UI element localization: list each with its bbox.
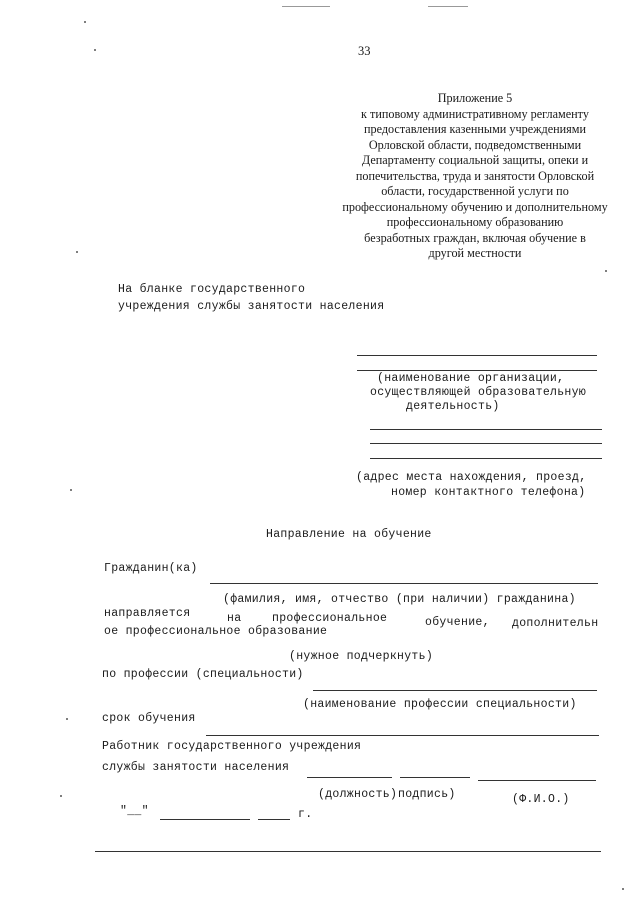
signature-blank-line bbox=[400, 777, 470, 778]
document-title: Направление на обучение bbox=[266, 528, 432, 541]
appendix-line: профессиональному образованию bbox=[386, 215, 564, 229]
appendix-header bbox=[330, 91, 620, 262]
directed-word: дополнительн bbox=[512, 617, 599, 630]
org-name-blank-line bbox=[357, 370, 597, 371]
worker-label: службы занятости населения bbox=[102, 761, 290, 774]
appendix-line: безработных граждан, включая обучение в bbox=[364, 230, 586, 245]
org-caption: осуществляющей образовательную bbox=[370, 386, 587, 399]
address-blank-line bbox=[370, 429, 602, 430]
directed-word: на bbox=[227, 612, 242, 625]
scan-artifact-top bbox=[282, 6, 330, 7]
scan-speck bbox=[60, 795, 62, 797]
directed-word: обучение, bbox=[425, 616, 490, 629]
signature-caption: подпись) bbox=[398, 788, 456, 801]
underline-note: (нужное подчеркнуть) bbox=[289, 650, 434, 663]
fio-caption: (Ф.И.О.) bbox=[512, 793, 570, 806]
letterhead-line: учреждения службы занятости населения bbox=[118, 300, 385, 313]
appendix-line: Орловской области, подведомственными bbox=[368, 137, 582, 152]
scan-speck bbox=[66, 718, 68, 720]
citizen-caption: (фамилия, имя, отчество (при наличии) гражданина) bbox=[223, 593, 576, 606]
address-caption: (адрес места нахождения, проезд, bbox=[356, 471, 587, 484]
org-name-blank-line bbox=[357, 355, 597, 356]
directed-word: направляется bbox=[104, 607, 191, 620]
directed-word: профессиональное bbox=[272, 612, 388, 625]
address-blank-line bbox=[370, 443, 602, 444]
profession-label: по профессии (специальности) bbox=[102, 668, 304, 681]
appendix-line: предоставления казенными учреждениями bbox=[363, 122, 587, 136]
appendix-line: другой местности bbox=[428, 246, 522, 260]
fio-blank-line bbox=[478, 780, 596, 781]
scan-speck bbox=[622, 888, 624, 890]
profession-blank-line bbox=[313, 690, 597, 691]
appendix-line: области, государственной услуги по bbox=[381, 184, 569, 198]
worker-label: Работник государственного учреждения bbox=[102, 740, 362, 753]
scan-speck bbox=[94, 49, 96, 51]
letterhead-line: На бланке государственного bbox=[118, 283, 306, 296]
appendix-line: попечительства, труда и занятости Орловской bbox=[355, 168, 595, 183]
date-year-suffix: г. bbox=[298, 808, 313, 821]
profession-caption: (наименование профессии специальности) bbox=[303, 698, 577, 711]
date-month-blank-line bbox=[160, 819, 250, 820]
scan-speck bbox=[76, 251, 78, 253]
scan-speck bbox=[605, 270, 607, 272]
scan-speck bbox=[70, 489, 72, 491]
appendix-line: к типовому административному регламенту bbox=[361, 106, 589, 121]
address-caption: номер контактного телефона) bbox=[391, 486, 586, 499]
position-blank-line bbox=[307, 777, 392, 778]
position-caption: (должность) bbox=[318, 788, 398, 801]
bottom-divider bbox=[95, 851, 601, 852]
org-caption: (наименование организации, bbox=[377, 372, 565, 385]
org-caption: деятельность) bbox=[406, 400, 500, 413]
appendix-line: профессиональному обучению и дополнительному bbox=[342, 199, 608, 214]
scan-artifact-top-right bbox=[428, 6, 468, 7]
address-blank-line bbox=[370, 458, 602, 459]
date-day: "__" bbox=[120, 805, 149, 818]
directed-line-2: ое профессиональное образование bbox=[104, 625, 328, 638]
date-year-blank-line bbox=[258, 819, 290, 820]
term-blank-line bbox=[206, 735, 599, 736]
page-number: 33 bbox=[358, 44, 371, 58]
citizen-name-blank-line bbox=[210, 583, 598, 584]
scan-speck bbox=[84, 21, 86, 23]
appendix-line: Приложение 5 bbox=[437, 91, 513, 105]
citizen-label: Гражданин(ка) bbox=[104, 562, 198, 575]
term-label: срок обучения bbox=[102, 712, 196, 725]
appendix-line: Департаменту социальной защиты, опеки и bbox=[361, 153, 589, 167]
